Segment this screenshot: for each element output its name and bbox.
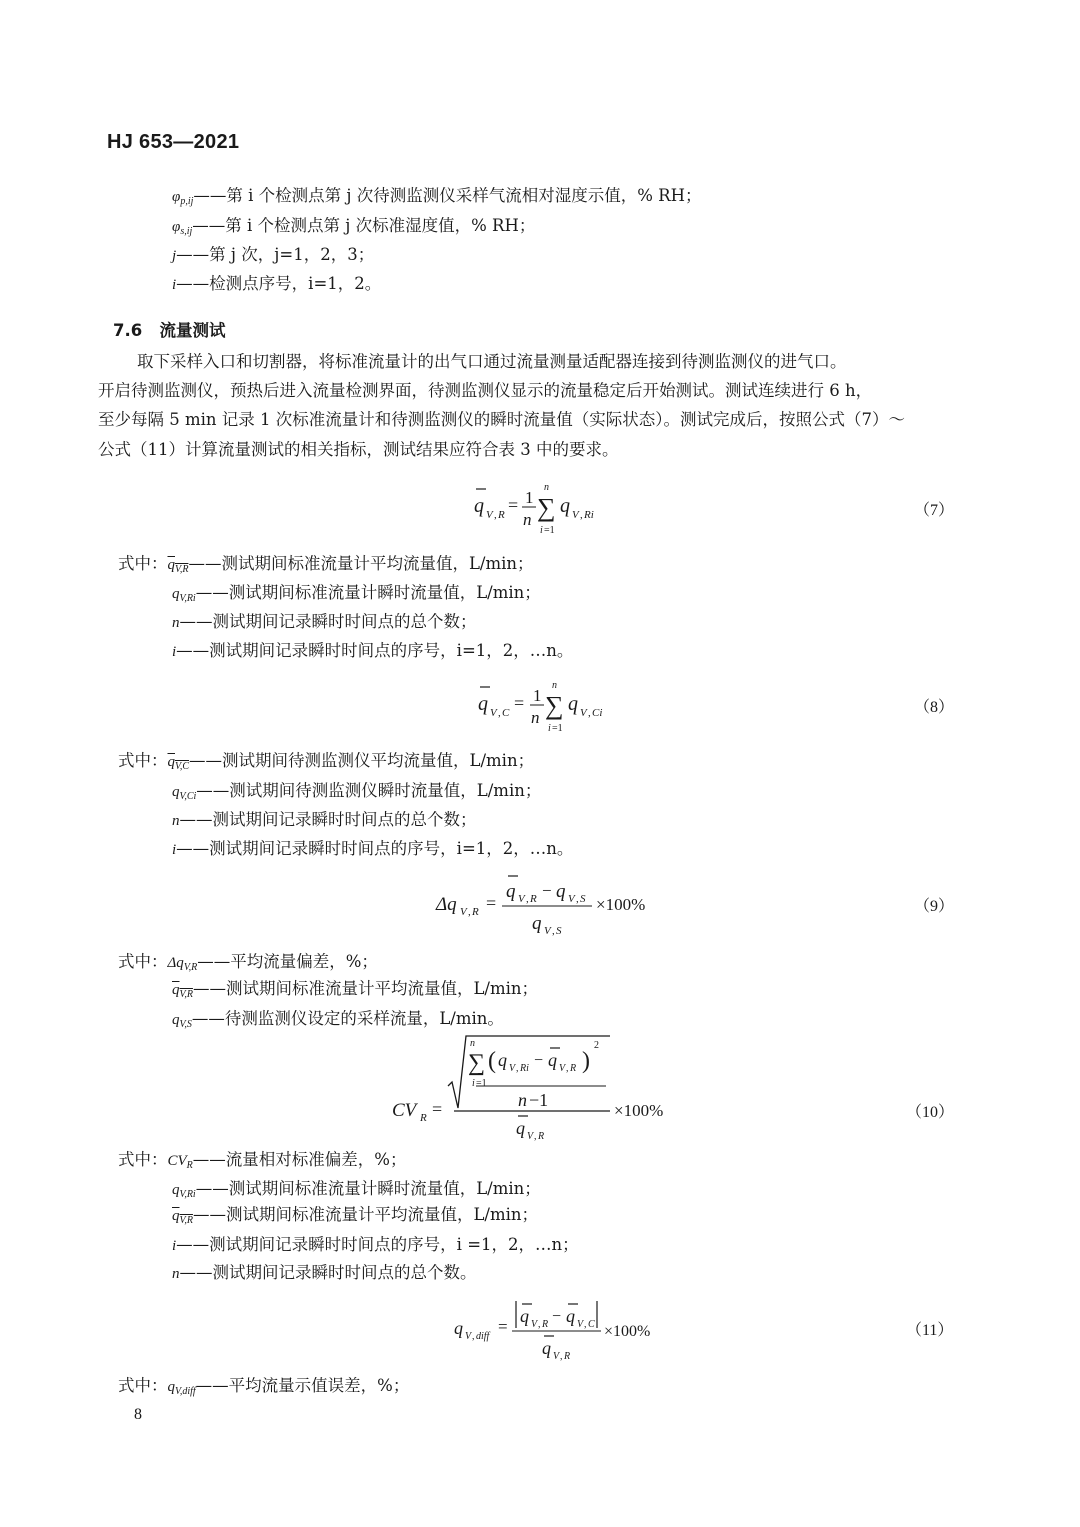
- equation-11: [454, 1296, 684, 1366]
- svg-text:Ri: Ri: [520, 1063, 529, 1074]
- svg-text:V: V: [509, 1063, 516, 1074]
- svg-text:Ci: Ci: [592, 707, 603, 719]
- svg-text:=1: =1: [552, 723, 563, 734]
- svg-text:−1: −1: [529, 1090, 549, 1110]
- def-desc: ——测试期间记录瞬时时间点的总个数；: [179, 612, 477, 631]
- svg-text:n: n: [523, 510, 532, 529]
- svg-text:=: =: [498, 1317, 508, 1336]
- symbol-q-diff: $q_{V,diff}$: [167, 1379, 196, 1397]
- section-title: 流量测试: [159, 321, 226, 340]
- equation-8: [474, 676, 624, 740]
- svg-text:,: ,: [576, 893, 579, 905]
- def-desc: ——测试期间标准流量计瞬时流量值，L/min；: [195, 1179, 541, 1198]
- svg-text:,: ,: [560, 1351, 563, 1362]
- def-desc: ——待测监测仪设定的采样流量，L/min。: [191, 1009, 504, 1028]
- eq7-def-i: [172, 643, 573, 660]
- svg-text:V: V: [465, 1331, 472, 1342]
- svg-text:=: =: [432, 1099, 443, 1119]
- symbol-qbar: $q_{V,R}$: [172, 982, 193, 1000]
- svg-text:∑: ∑: [468, 1050, 486, 1076]
- svg-text:V: V: [490, 707, 497, 719]
- var-def-desc: ——第 i 个检测点第 j 次待测监测仪采样气流相对湿度示值，% RH；: [193, 186, 702, 205]
- section-heading: [113, 317, 225, 341]
- symbol-qbar: $q_{V,R}$: [172, 1208, 193, 1226]
- svg-text:2: 2: [594, 1040, 599, 1051]
- def-desc: ——流量相对标准偏差，%；: [192, 1150, 407, 1169]
- eq8-def-i: [172, 841, 573, 858]
- svg-text:−: −: [542, 881, 552, 900]
- svg-text:,: ,: [498, 707, 501, 719]
- svg-text:1: 1: [525, 488, 534, 507]
- eq7-def-q-vri: [172, 585, 541, 604]
- svg-text:q: q: [478, 693, 488, 715]
- symbol-i: i: [172, 644, 177, 660]
- var-def-phi-s: [172, 218, 535, 237]
- svg-text:V: V: [527, 1131, 534, 1142]
- eq10-def-qbar-vr: [172, 1207, 538, 1226]
- symbol-qbar: $q_{V,R}$: [167, 557, 189, 575]
- equation-number-8: （8）: [914, 699, 955, 716]
- svg-text:q: q: [520, 1306, 529, 1326]
- document-code: HJ 653—2021: [107, 131, 240, 153]
- svg-text:V: V: [518, 893, 525, 905]
- svg-text:diff: diff: [476, 1331, 490, 1342]
- symbol-phi-p: $\varphi_{p,ij}$: [172, 189, 194, 207]
- svg-text:C: C: [502, 707, 510, 719]
- svg-text:R: R: [570, 1063, 577, 1074]
- svg-text:n: n: [531, 708, 540, 727]
- def-desc: ——测试期间记录瞬时时间点的序号，i=1，2，…n。: [176, 839, 574, 858]
- equation-number-11: （11）: [906, 1322, 954, 1339]
- paragraph-line-2: 开启待测监测仪，预热后进入流量检测界面，待测监测仪显示的流量稳定后开始测试。测试连续进行 6 h，: [98, 381, 873, 400]
- svg-text:×100%: ×100%: [614, 1101, 664, 1120]
- def-desc: ——测试期间记录瞬时时间点的序号，i =1，2，…n；: [176, 1235, 579, 1254]
- svg-text:,: ,: [468, 906, 471, 918]
- svg-text:V: V: [572, 509, 579, 521]
- symbol-i: i: [172, 1238, 177, 1254]
- var-def-desc: ——检测点序号，i=1，2。: [176, 274, 382, 293]
- var-def-desc: ——第 i 个检测点第 j 次标准湿度值，% RH；: [192, 216, 536, 235]
- formula-label: 式中：: [118, 1376, 168, 1395]
- var-def-j: [172, 247, 374, 264]
- formula-label: 式中：: [118, 952, 168, 971]
- symbol-q: $q_{V,Ri}$: [172, 586, 196, 604]
- svg-text:q: q: [454, 1318, 463, 1338]
- equation-number-10: （10）: [906, 1104, 955, 1121]
- svg-text:=: =: [486, 893, 497, 913]
- svg-text:i: i: [540, 525, 543, 536]
- equation-9: [436, 872, 676, 942]
- eq8-def-n: [172, 812, 477, 829]
- svg-text:S: S: [556, 925, 562, 937]
- svg-text:R: R: [564, 1351, 571, 1362]
- svg-text:V: V: [486, 509, 493, 521]
- eq8-def-q-vci: [172, 783, 541, 802]
- svg-text:C: C: [588, 1319, 595, 1330]
- symbol-q: $q_{V,Ci}$: [172, 784, 197, 802]
- symbol-n: n: [172, 1266, 180, 1282]
- symbol-delta-q: $\Delta q_{V,R}$: [167, 955, 198, 973]
- svg-text:i: i: [472, 1078, 475, 1089]
- paragraph-line-3: 至少每隔 5 min 记录 1 次标准流量计和待测监测仪的瞬时流量值（实际状态）。测试完成后，按照公式（7）～: [98, 410, 906, 429]
- paragraph-line-1: 取下采样入口和切割器，将标准流量计的出气口通过流量测量适配器连接到待测监测仪的进气口。: [137, 352, 847, 371]
- def-desc: ——平均流量偏差，%；: [197, 952, 378, 971]
- symbol-q: $q_{V,Ri}$: [172, 1182, 196, 1200]
- svg-text:q: q: [568, 693, 578, 715]
- def-desc: ——平均流量示值误差，%；: [195, 1376, 410, 1395]
- svg-text:=1: =1: [476, 1078, 487, 1089]
- section-number: 7.6: [113, 321, 143, 340]
- paragraph-line-4: 公式（11）计算流量测试的相关指标，测试结果应符合表 3 中的要求。: [98, 440, 619, 459]
- formula-label: 式中：: [118, 1150, 168, 1169]
- svg-text:q: q: [560, 495, 570, 517]
- svg-text:∑: ∑: [545, 691, 564, 720]
- svg-text:=1: =1: [544, 525, 555, 536]
- svg-text:V: V: [580, 707, 587, 719]
- svg-text:V: V: [553, 1351, 560, 1362]
- svg-text:q: q: [566, 1306, 575, 1326]
- symbol-n: n: [172, 615, 180, 631]
- def-desc: ——测试期间记录瞬时时间点的序号，i=1，2，…n。: [176, 641, 574, 660]
- eq9-def-delta-q: [118, 954, 378, 973]
- svg-text:CV: CV: [392, 1100, 417, 1121]
- svg-text:q: q: [556, 881, 566, 902]
- var-def-desc: ——第 j 次，j=1，2，3；: [176, 245, 375, 264]
- svg-text:,: ,: [566, 1063, 569, 1074]
- svg-text:q: q: [542, 1338, 551, 1358]
- svg-text:,: ,: [516, 1063, 519, 1074]
- symbol-phi-s: $\varphi_{s,ij}$: [172, 219, 193, 237]
- equation-number-7: （7）: [914, 502, 955, 519]
- svg-text:=: =: [514, 693, 525, 713]
- equation-7: [470, 478, 610, 542]
- svg-text:R: R: [420, 1112, 427, 1124]
- def-desc: ——测试期间待测监测仪瞬时流量值，L/min；: [196, 781, 542, 800]
- eq8-def-qbar-vc: [118, 753, 534, 772]
- symbol-qbar: $q_{V,C}$: [167, 754, 189, 772]
- def-desc: ——测试期间标准流量计平均流量值，L/min；: [188, 554, 534, 573]
- svg-text:V: V: [559, 1063, 566, 1074]
- svg-text:,: ,: [472, 1331, 475, 1342]
- eq10-def-q-vri: [172, 1181, 541, 1200]
- svg-text:,: ,: [526, 893, 529, 905]
- svg-text:V: V: [577, 1319, 584, 1330]
- svg-text:R: R: [538, 1131, 545, 1142]
- eq7-def-qbar-vr: [118, 556, 534, 575]
- svg-text:∑: ∑: [537, 493, 556, 522]
- svg-text:,: ,: [534, 1131, 537, 1142]
- formula-label: 式中：: [118, 554, 168, 573]
- svg-text:,: ,: [494, 509, 497, 521]
- svg-text:q: q: [474, 495, 484, 517]
- def-desc: ——测试期间待测监测仪平均流量值，L/min；: [189, 751, 535, 770]
- svg-text:(: (: [488, 1048, 496, 1074]
- svg-text:R: R: [472, 906, 479, 918]
- eq7-def-n: [172, 614, 477, 631]
- svg-text:,: ,: [552, 925, 555, 937]
- var-def-i: [172, 276, 381, 293]
- page-number: 8: [134, 1406, 142, 1423]
- svg-text:q: q: [516, 1118, 525, 1138]
- def-desc: ——测试期间标准流量计平均流量值，L/min；: [192, 1205, 539, 1224]
- eq10-def-cvr: [118, 1152, 406, 1171]
- svg-text:Ri: Ri: [584, 509, 594, 521]
- def-desc: ——测试期间记录瞬时时间点的总个数。: [179, 1263, 477, 1282]
- def-desc: ——测试期间标准流量计瞬时流量值，L/min；: [195, 583, 541, 602]
- eq9-def-qbar-vr: [172, 981, 538, 1000]
- svg-text:): ): [582, 1048, 590, 1074]
- svg-text:,: ,: [584, 1319, 587, 1330]
- svg-text:n: n: [518, 1090, 527, 1110]
- symbol-i: i: [172, 842, 177, 858]
- symbol-cv: $CV_R$: [167, 1153, 193, 1171]
- formula-label: 式中：: [118, 751, 168, 770]
- svg-text:V: V: [460, 906, 467, 918]
- svg-text:q: q: [548, 1050, 557, 1070]
- eq10-def-i: [172, 1237, 579, 1254]
- svg-text:×100%: ×100%: [596, 895, 646, 914]
- svg-text:i: i: [548, 723, 551, 734]
- svg-text:Δq: Δq: [436, 894, 457, 915]
- svg-text:q: q: [498, 1050, 507, 1070]
- symbol-q: $q_{V,S}$: [172, 1012, 192, 1030]
- svg-text:1: 1: [533, 686, 542, 705]
- svg-text:V: V: [531, 1319, 538, 1330]
- svg-text:q: q: [532, 913, 542, 934]
- def-desc: ——测试期间记录瞬时时间点的总个数；: [179, 810, 477, 829]
- svg-text:n: n: [470, 1038, 475, 1049]
- svg-text:=: =: [508, 495, 519, 515]
- svg-text:×100%: ×100%: [604, 1323, 651, 1340]
- symbol-j: j: [172, 248, 177, 264]
- svg-text:q: q: [506, 881, 516, 902]
- svg-text:R: R: [542, 1319, 549, 1330]
- svg-text:n: n: [544, 482, 549, 493]
- svg-text:n: n: [552, 680, 557, 691]
- svg-text:,: ,: [580, 509, 583, 521]
- svg-text:S: S: [580, 893, 586, 905]
- svg-text:−: −: [552, 1308, 562, 1325]
- equation-10: [392, 1034, 692, 1150]
- eq10-def-n: [172, 1265, 477, 1282]
- svg-text:V: V: [568, 893, 575, 905]
- equation-number-9: （9）: [914, 898, 955, 915]
- var-def-phi-p: [172, 188, 701, 207]
- svg-text:V: V: [544, 925, 551, 937]
- svg-text:R: R: [530, 893, 537, 905]
- svg-text:,: ,: [538, 1319, 541, 1330]
- svg-text:,: ,: [588, 707, 591, 719]
- def-desc: ——测试期间标准流量计平均流量值，L/min；: [192, 979, 539, 998]
- symbol-i: i: [172, 277, 177, 293]
- svg-text:R: R: [498, 509, 505, 521]
- eq11-def-q-diff: [118, 1378, 409, 1397]
- svg-text:−: −: [534, 1052, 544, 1069]
- symbol-n: n: [172, 813, 180, 829]
- eq9-def-q-vs: [172, 1011, 504, 1030]
